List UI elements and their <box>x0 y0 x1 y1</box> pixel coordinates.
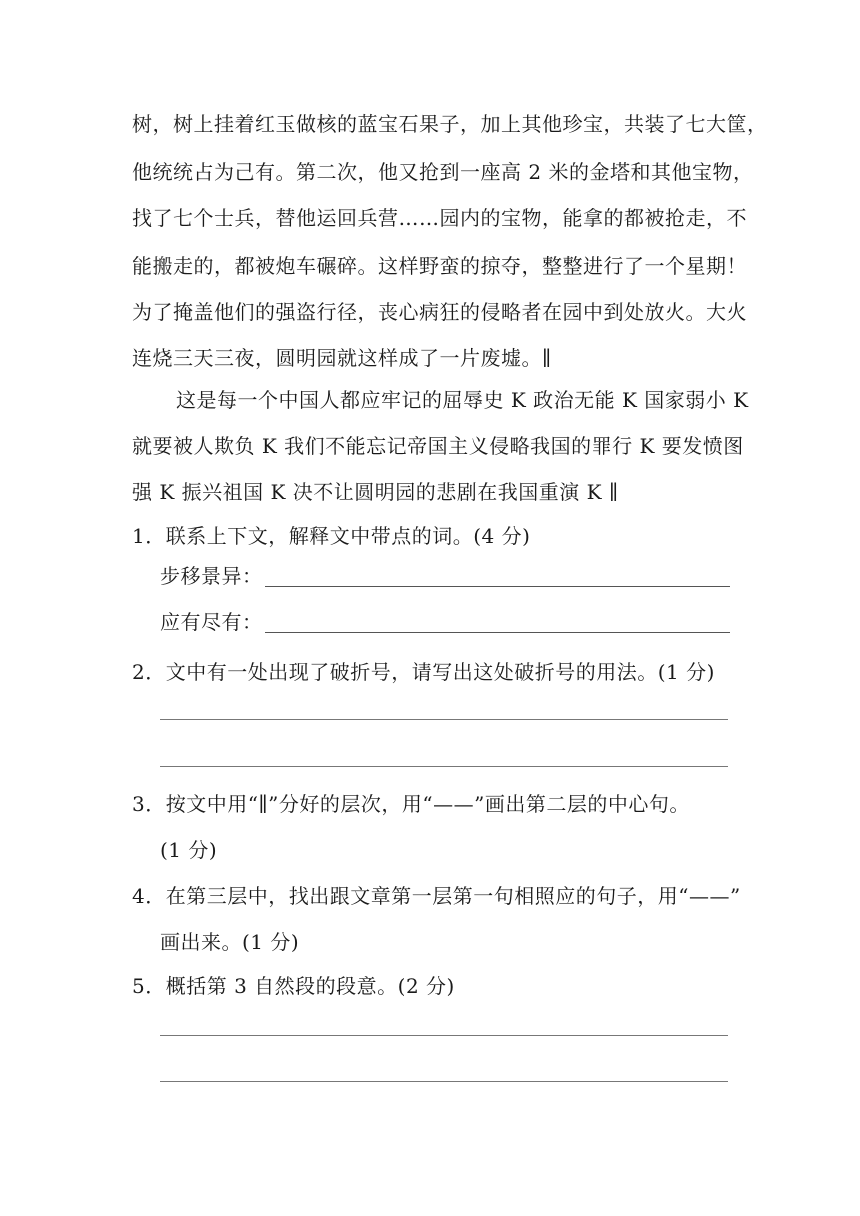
passage-line-6: 连烧三天三夜，圆明园就这样成了一片废墟。∥ <box>132 346 552 370</box>
field-label: 应有尽有： <box>160 610 263 634</box>
answer-field[interactable] <box>265 631 731 633</box>
answer-line[interactable] <box>160 766 728 767</box>
question-4-continuation: 画出来。(1 分) <box>160 930 300 954</box>
passage-line-5: 为了掩盖他们的强盗行径，丧心病狂的侵略者在园中到处放火。大火 <box>132 300 747 324</box>
answer-line[interactable] <box>160 1081 728 1082</box>
passage-p2-line-3: 强 K 振兴祖国 K 决不让圆明园的悲剧在我国重演 K ∥ <box>132 480 619 504</box>
passage-line-4: 能搬走的，都被炮车碾碎。这样野蛮的掠夺，整整进行了一个星期！ <box>132 254 747 278</box>
question-4: 4．在第三层中，找出跟文章第一层第一句相照应的句子，用“——” <box>132 884 741 908</box>
answer-field-row-1 <box>160 560 730 590</box>
question-1: 1．联系上下文，解释文中带点的词。(4 分) <box>132 524 531 548</box>
passage-line-2: 他统统占为己有。第二次，他又抢到一座高 2 米的金塔和其他宝物， <box>132 160 754 184</box>
passage-line-3: 找了七个士兵，替他运回兵营……园内的宝物，能拿的都被抢走，不 <box>132 206 747 230</box>
field-label: 步移景异： <box>160 564 263 588</box>
passage-line-1: 树，树上挂着红玉做核的蓝宝石果子，加上其他珍宝，共装了七大筐， <box>132 112 768 136</box>
passage-p2-line-1: 这是每一个中国人都应牢记的屈辱史 K 政治无能 K 国家弱小 K <box>176 388 749 412</box>
answer-line[interactable] <box>160 1035 728 1036</box>
answer-field[interactable] <box>265 585 731 587</box>
answer-line[interactable] <box>160 719 728 720</box>
passage-p2-line-2: 就要被人欺负 K 我们不能忘记帝国主义侵略我国的罪行 K 要发愤图 <box>132 434 744 458</box>
question-3-continuation: (1 分) <box>160 838 218 862</box>
question-3: 3．按文中用“∥”分好的层次，用“——”画出第二层的中心句。 <box>132 792 690 816</box>
question-5: 5．概括第 3 自然段的段意。(2 分) <box>132 974 455 998</box>
question-2: 2．文中有一处出现了破折号，请写出这处破折号的用法。(1 分) <box>132 660 715 684</box>
answer-field-row-2 <box>160 606 730 636</box>
